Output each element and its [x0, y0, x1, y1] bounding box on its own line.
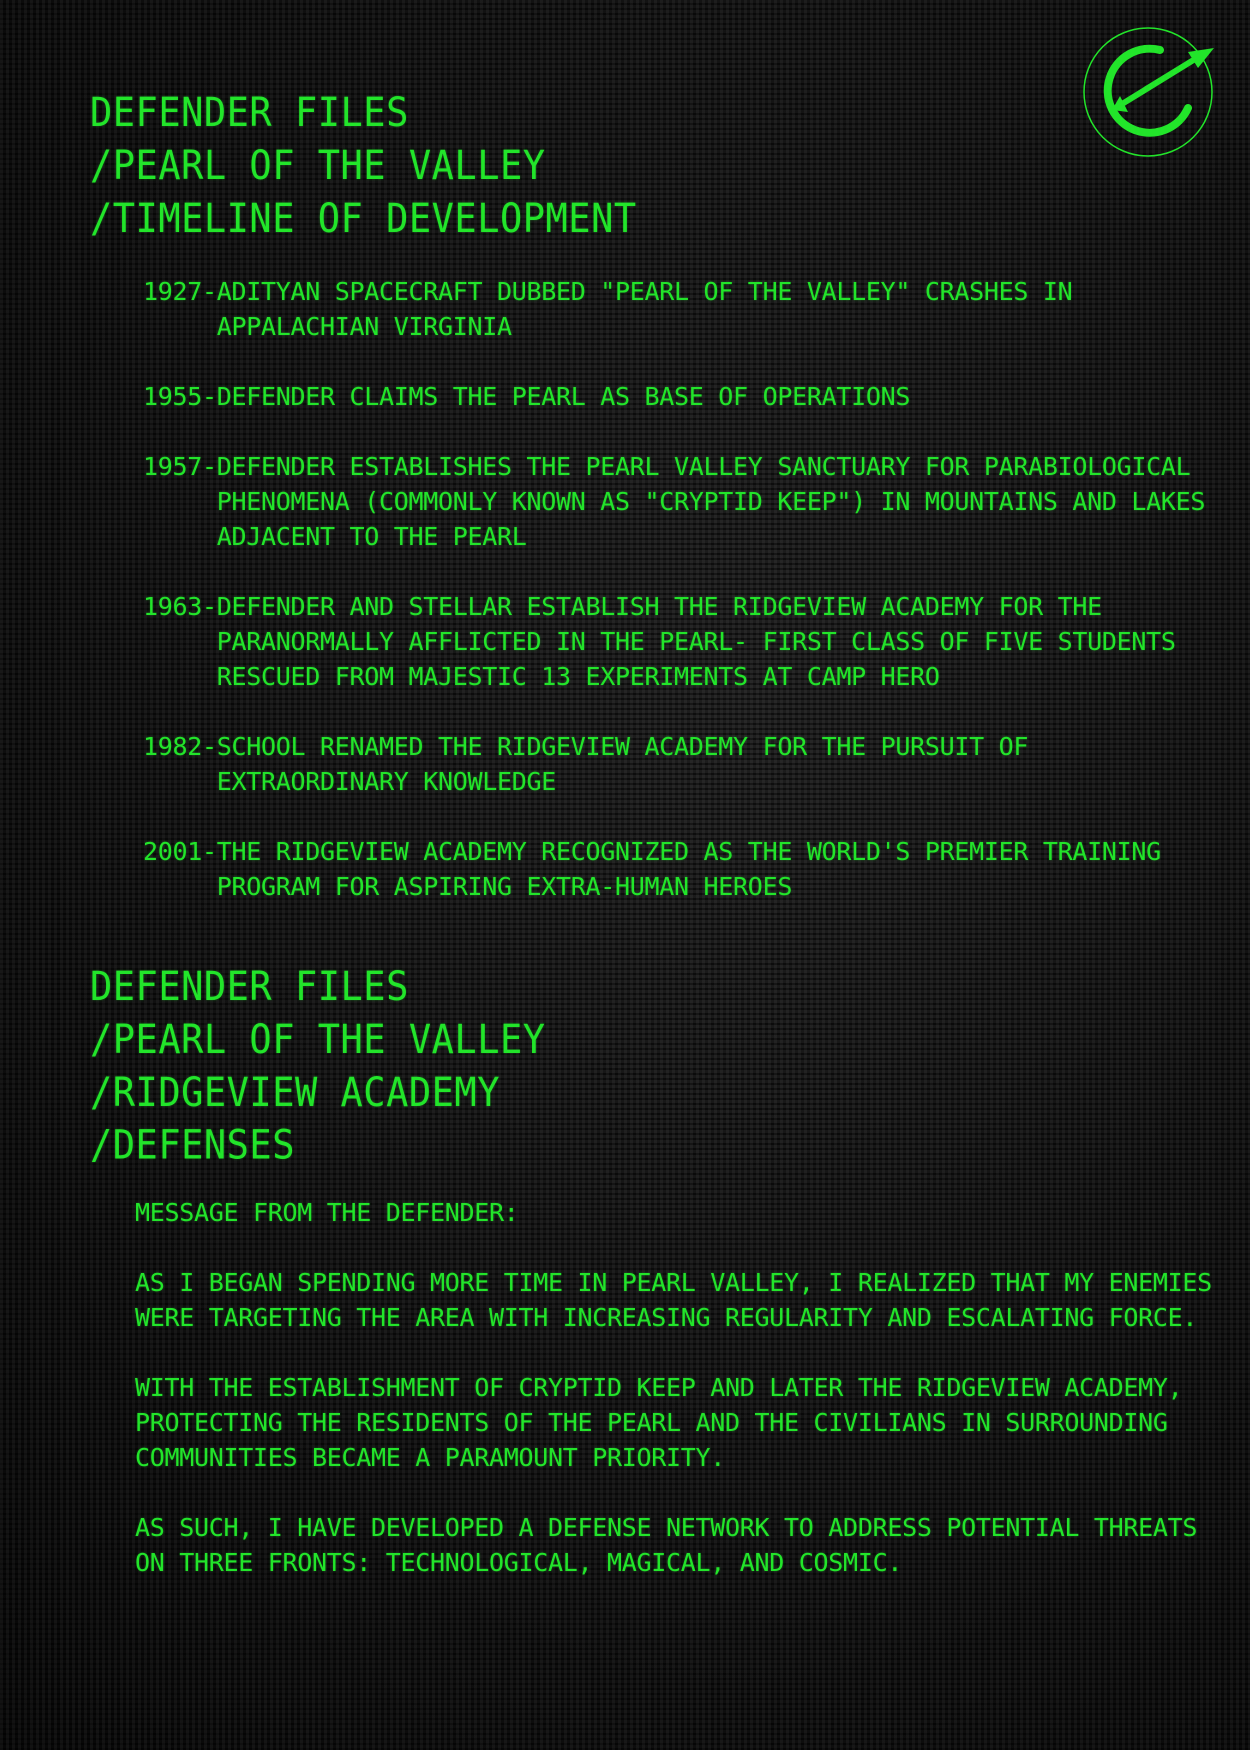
- timeline-entry: [143, 589, 1213, 694]
- timeline-text: DEFENDER ESTABLISHES THE PEARL VALLEY SANCTUARY FOR PARABIOLOGICAL PHENOMENA (COMMONLY KNOWN AS "CRYPTID KEEP") IN MOUNTAINS AND LAKES ADJACENT TO THE PEARL: [216, 452, 1206, 551]
- heading-line: /DEFENSES: [90, 1122, 295, 1169]
- timeline-year: 1963-: [143, 592, 217, 621]
- message-paragraph: MESSAGE FROM THE DEFENDER:: [135, 1198, 519, 1227]
- timeline-entry: [143, 729, 1213, 799]
- timeline-year: 1927-: [143, 277, 217, 306]
- timeline-text: DEFENDER AND STELLAR ESTABLISH THE RIDGEVIEW ACADEMY FOR THE PARANORMALLY AFFLICTED IN THE PEARL- FIRST CLASS OF FIVE STUDENTS RESCUED FROM MAJESTIC 13 EXPERIMENTS AT CAMP HERO: [216, 592, 1176, 691]
- timeline-year: 1982-: [143, 732, 217, 761]
- timeline-entry: [143, 834, 1213, 904]
- timeline-text: ADITYAN SPACECRAFT DUBBED "PEARL OF THE VALLEY" CRASHES IN APPALACHIAN VIRGINIA: [216, 277, 1073, 341]
- heading-line: DEFENDER FILES: [90, 963, 409, 1010]
- defender-message: [135, 1195, 1215, 1615]
- defenses-heading: [90, 960, 546, 1172]
- timeline-entry: [143, 379, 1213, 414]
- timeline-text: THE RIDGEVIEW ACADEMY RECOGNIZED AS THE WORLD'S PREMIER TRAINING PROGRAM FOR ASPIRING EXTRA-HUMAN HEROES: [216, 837, 1161, 901]
- timeline-text: DEFENDER CLAIMS THE PEARL AS BASE OF OPERATIONS: [216, 382, 911, 411]
- timeline-heading: [90, 86, 637, 245]
- timeline-text: SCHOOL RENAMED THE RIDGEVIEW ACADEMY FOR THE PURSUIT OF EXTRAORDINARY KNOWLEDGE: [216, 732, 1029, 796]
- timeline-list: [143, 274, 1213, 939]
- timeline-year: 1955-: [143, 382, 217, 411]
- message-paragraph: WITH THE ESTABLISHMENT OF CRYPTID KEEP AND LATER THE RIDGEVIEW ACADEMY, PROTECTING THE RESIDENTS OF THE PEARL AND THE CIVILIANS IN SURROUNDING COMMUNITIES BECAME A PARAMOUNT PRIORITY.: [135, 1373, 1183, 1472]
- circle-arrow-emblem-icon: [1082, 26, 1214, 158]
- message-paragraph: AS SUCH, I HAVE DEVELOPED A DEFENSE NETWORK TO ADDRESS POTENTIAL THREATS ON THREE FRONTS: TECHNOLOGICAL, MAGICAL, AND COSMIC.: [135, 1513, 1198, 1577]
- message-paragraph: AS I BEGAN SPENDING MORE TIME IN PEARL VALLEY, I REALIZED THAT MY ENEMIES WERE TARGETING THE AREA WITH INCREASING REGULARITY AND ESCALATING FORCE.: [135, 1268, 1212, 1332]
- timeline-year: 2001-: [143, 837, 217, 866]
- heading-line: /PEARL OF THE VALLEY: [90, 1016, 546, 1063]
- heading-line: /PEARL OF THE VALLEY: [90, 142, 546, 189]
- timeline-entry: [143, 274, 1213, 344]
- timeline-entry: [143, 449, 1213, 554]
- timeline-year: 1957-: [143, 452, 217, 481]
- heading-line: DEFENDER FILES: [90, 89, 409, 136]
- heading-line: /TIMELINE OF DEVELOPMENT: [90, 195, 637, 242]
- heading-line: /RIDGEVIEW ACADEMY: [90, 1069, 500, 1116]
